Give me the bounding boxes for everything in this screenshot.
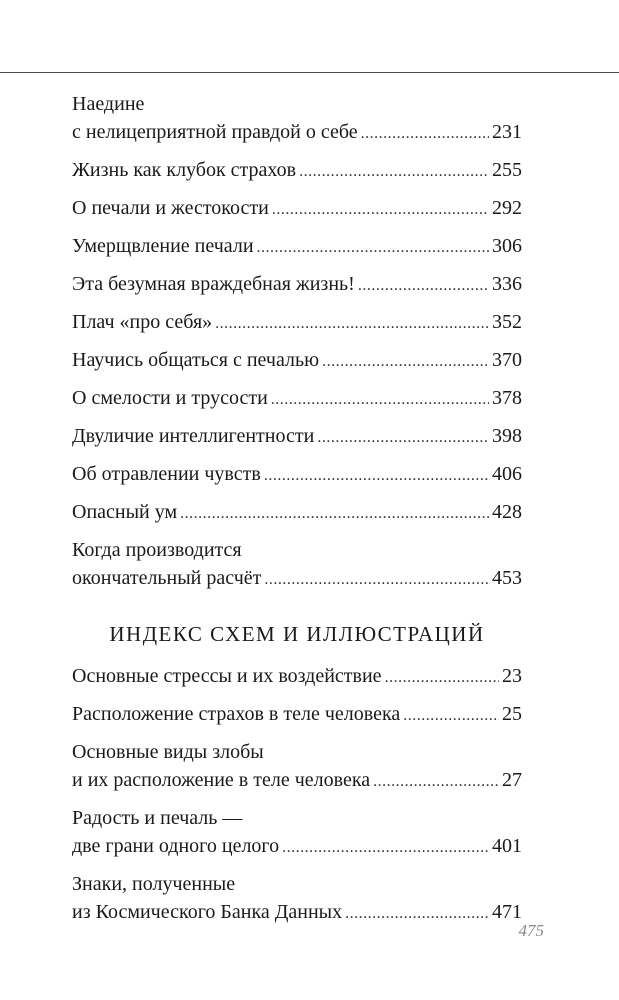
entry-row [72,460,522,490]
entry-row [72,662,522,692]
toc-entry [72,90,522,148]
toc-entry [72,536,522,594]
toc-entry [72,870,522,928]
toc-entry [72,232,522,262]
entry-page-number: 352 [492,311,522,333]
entry-title-line1: Знаки, полученные [72,873,236,895]
entry-title: Умерщвление печали [72,235,254,257]
entry-row [72,232,522,262]
entry-row [72,832,522,862]
dot-leader [403,702,499,730]
toc-entry [72,346,522,376]
toc-entry [72,384,522,414]
entry-title-line1: Основные виды злобы [72,741,264,763]
entry-row [72,156,522,186]
entry-title: Жизнь как клубок страхов [72,159,297,181]
entry-row [72,118,522,148]
entry-row [72,898,522,928]
entry-page-number: 231 [492,121,522,143]
entry-page-number: 336 [492,273,522,295]
entry-title: Двуличие интеллигентности [72,425,315,447]
entry-page-number: 398 [492,425,522,447]
entry-page-number: 255 [492,159,522,181]
entry-title: окончательный расчёт [72,567,262,589]
entry-page-number: 370 [492,349,522,371]
toc-entry [72,422,522,452]
entry-page-number: 306 [492,235,522,257]
entry-row [72,308,522,338]
toc-entry [72,156,522,186]
entry-title: две грани одного целого [72,835,280,857]
dot-leader [180,500,489,528]
dot-leader [271,386,489,414]
entry-page-number: 471 [492,901,522,923]
entry-title: Эта безумная враждебная жизнь! [72,273,355,295]
toc-entry [72,700,522,730]
entry-title: О смелости и трусости [72,387,268,409]
entry-title: и их расположение в теле человека [72,769,371,791]
entry-title: Основные стрессы и их воздействие [72,665,382,687]
dot-leader [264,566,489,594]
entry-title-line1: Наедине [72,93,145,115]
entry-title: О печали и жестокости [72,197,269,219]
page-number: 475 [518,921,544,940]
entry-title: Об отравлении чувств [72,463,261,485]
entry-page-number: 25 [502,703,522,725]
toc-entry [72,738,522,796]
entry-page-number: 428 [492,501,522,523]
dot-leader [361,120,489,148]
entry-title: Плач «про себя» [72,311,213,333]
entry-page-number: 23 [502,665,522,687]
entry-row [72,422,522,452]
dot-leader [257,234,489,262]
entry-row [72,270,522,300]
entry-title: из Космического Банка Данных [72,901,343,923]
entry-row [72,194,522,224]
toc-list [72,90,522,594]
index-heading: ИНДЕКС СХЕМ И ИЛЛЮСТРАЦИЙ [109,622,485,646]
toc-entry [72,498,522,528]
entry-page-number: 378 [492,387,522,409]
entry-row [72,564,522,594]
entry-page-number: 292 [492,197,522,219]
toc-entry [72,804,522,862]
toc-entry [72,308,522,338]
entry-title-line1: Радость и печаль — [72,807,243,829]
dot-leader [272,196,489,224]
entry-title: Научись общаться с печалью [72,349,320,371]
header-rule [0,72,619,73]
entry-page-number: 27 [502,769,522,791]
dot-leader [299,158,489,186]
entry-title: Опасный ум [72,501,178,523]
dot-leader [317,424,489,452]
entry-title-line1: Когда производится [72,539,242,561]
dot-leader [385,664,499,692]
toc-entry [72,662,522,692]
entry-row [72,766,522,796]
toc-entry [72,194,522,224]
dot-leader [345,900,489,928]
entry-page-number: 406 [492,463,522,485]
entry-title: с нелицеприятной правдой о себе [72,121,358,143]
entry-title: Расположение страхов в теле человека [72,703,401,725]
dot-leader [373,768,499,796]
toc-entry [72,460,522,490]
entry-row [72,498,522,528]
index-list [72,662,522,928]
dot-leader [322,348,489,376]
dot-leader [358,272,489,300]
entry-row [72,346,522,376]
entry-page-number: 401 [492,835,522,857]
entry-page-number: 453 [492,567,522,589]
dot-leader [264,462,489,490]
dot-leader [215,310,489,338]
entry-row [72,700,522,730]
table-of-contents [72,90,522,936]
entry-row [72,384,522,414]
dot-leader [282,834,489,862]
toc-entry [72,270,522,300]
